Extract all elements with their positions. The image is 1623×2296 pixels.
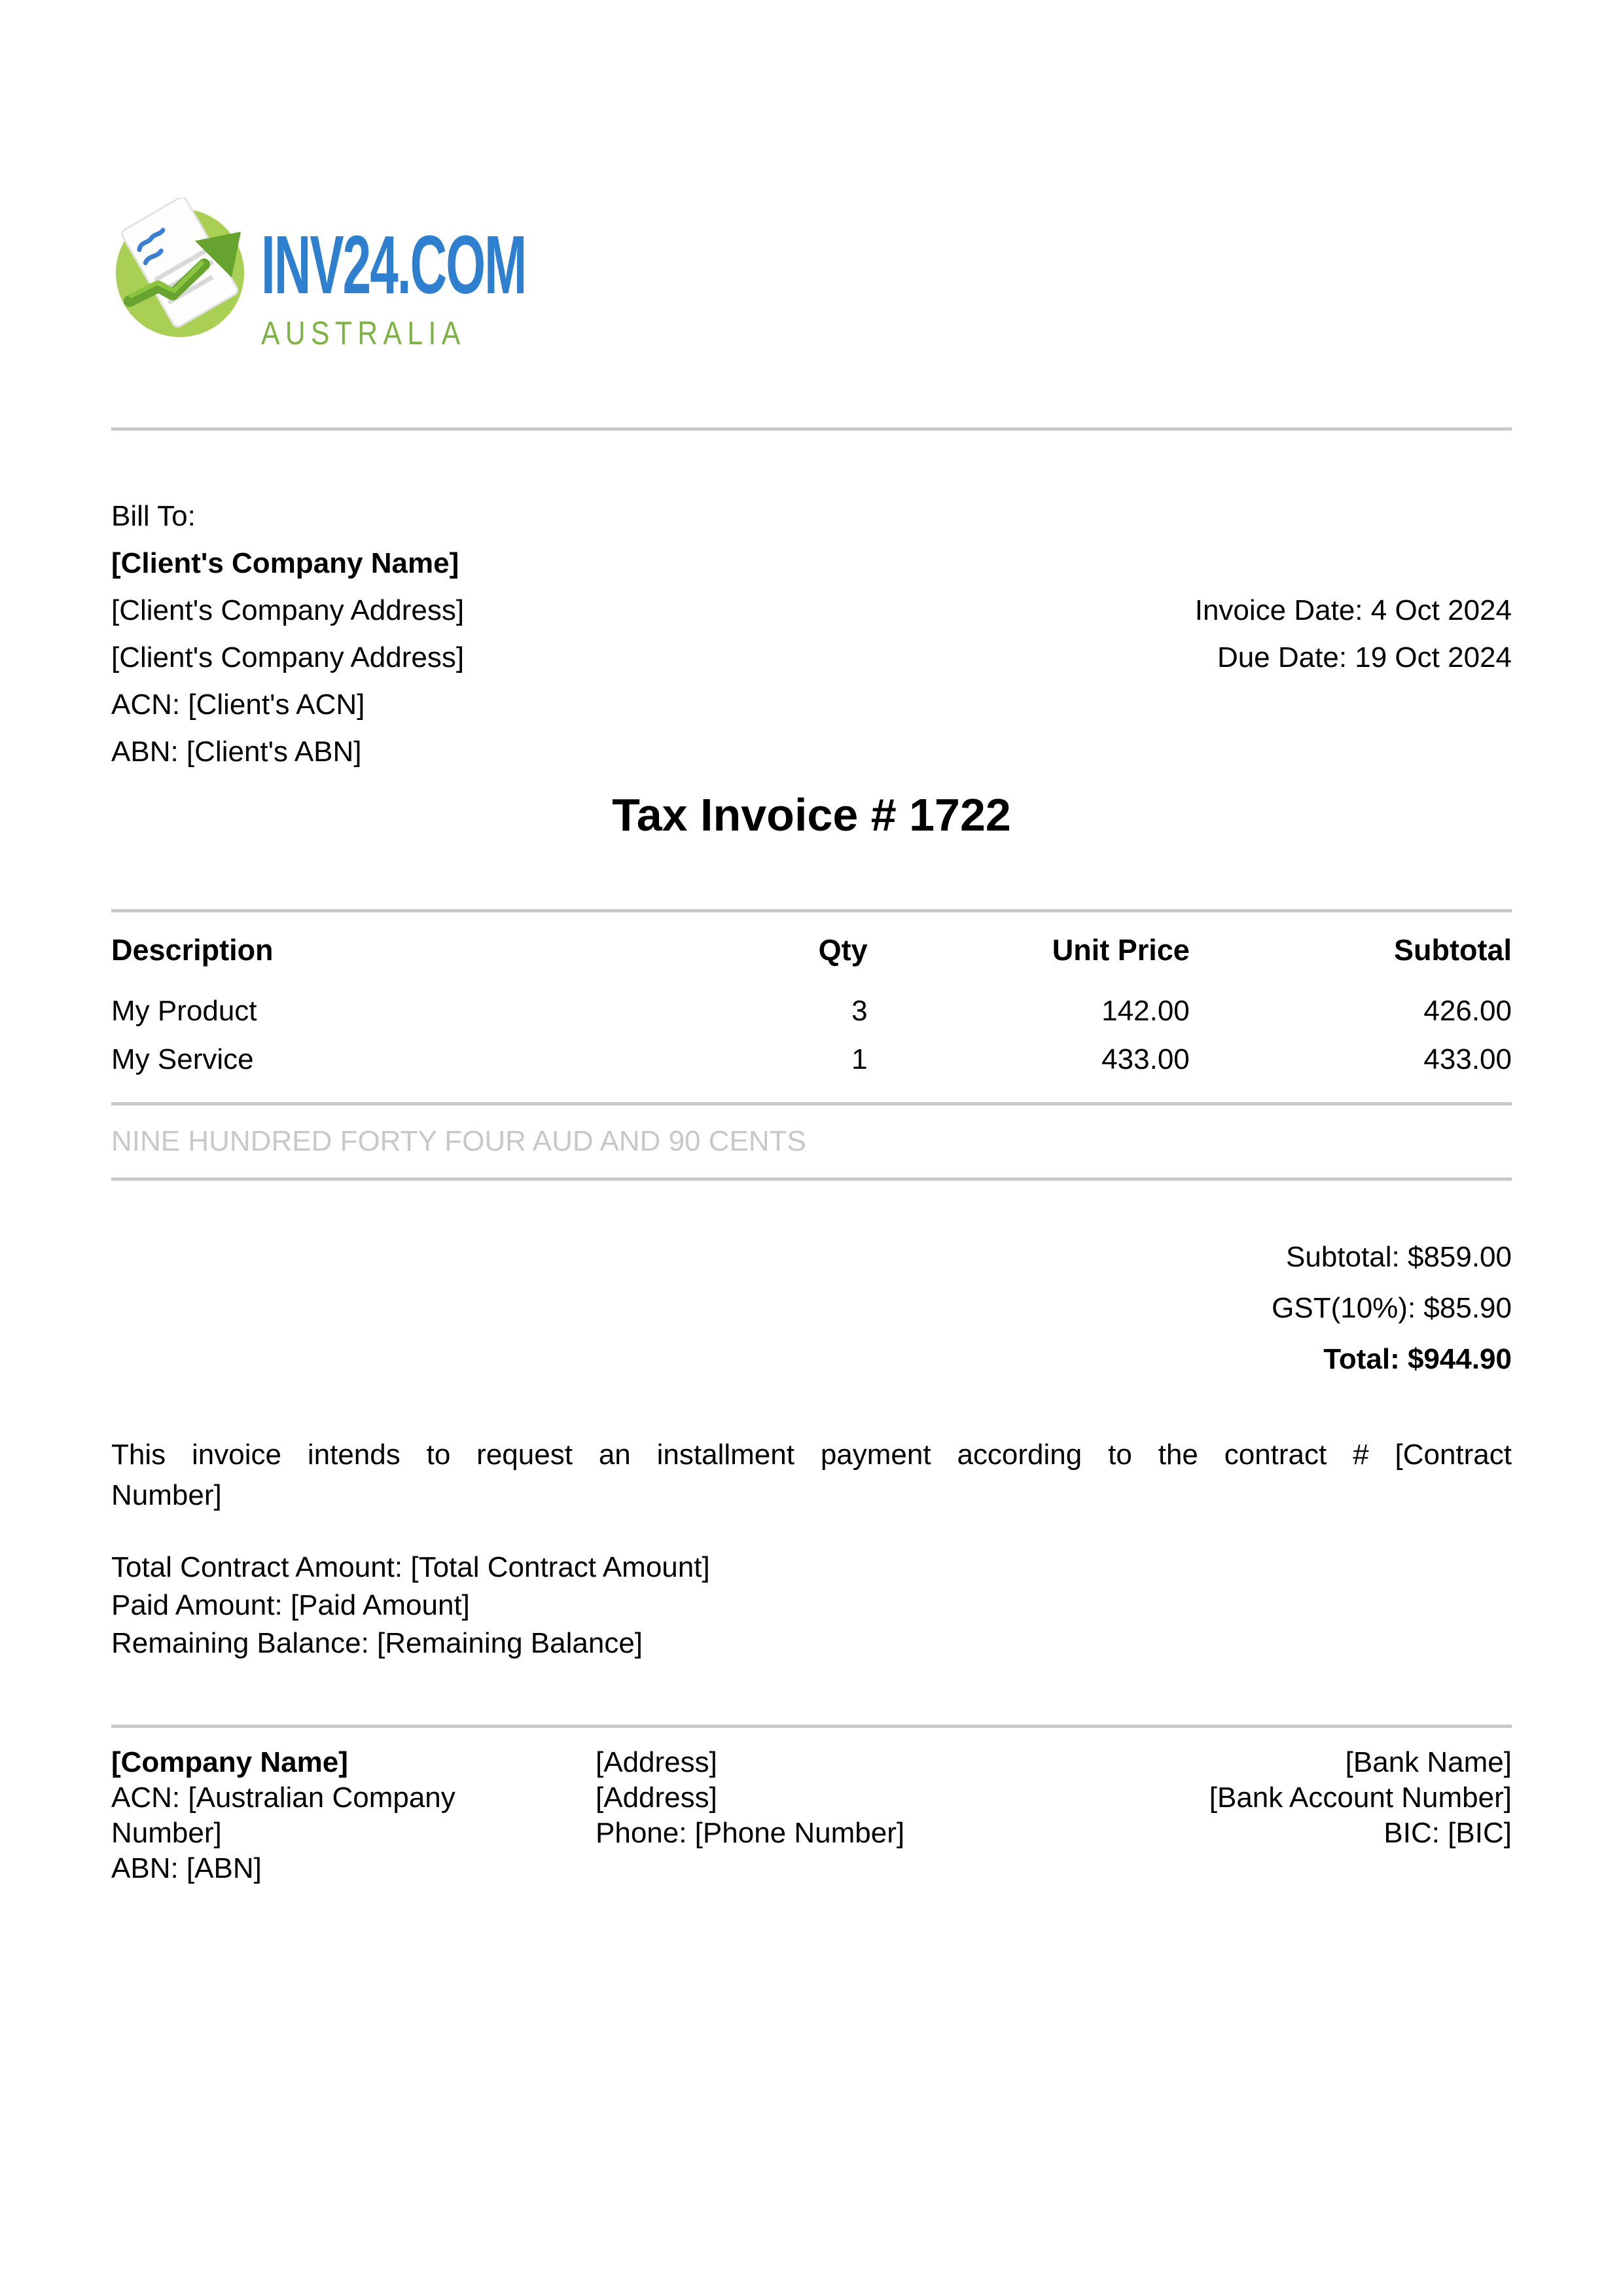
bank-bic: BIC: [BIC] <box>1383 1817 1512 1849</box>
page-title: Tax Invoice # 1722 <box>612 789 1011 840</box>
logo-region: AUSTRALIA <box>261 315 466 351</box>
header-unit-price: Unit Price <box>1052 933 1190 967</box>
company-address-line: [Address] <box>596 1746 717 1778</box>
footer <box>111 1745 1512 1886</box>
total-contract-amount: Total Contract Amount: [Total Contract Amount] <box>111 1551 710 1583</box>
item-description-cell: My Product <box>111 995 257 1027</box>
inv24-logo-icon <box>111 198 252 338</box>
bank-name: [Bank Name] <box>1345 1746 1512 1778</box>
bank-account-number: [Bank Account Number] <box>1209 1782 1512 1814</box>
total-line: Total: $944.90 <box>1323 1343 1512 1375</box>
inv24-logo-icon-svg <box>111 198 252 338</box>
item-unit-price-cell: 142.00 <box>1101 995 1190 1027</box>
divider <box>111 1177 1512 1181</box>
company-phone: Phone: [Phone Number] <box>596 1817 905 1849</box>
item-description-cell: My Service <box>111 1043 254 1075</box>
item-subtotal-cell: 433.00 <box>1423 1043 1512 1075</box>
divider <box>111 427 1512 431</box>
billing-section <box>111 493 1512 776</box>
divider <box>111 909 1512 912</box>
contract-note: This invoice intends to request an installment payment according to the contract # [Contract Number] <box>111 1439 1512 1511</box>
remaining-balance: Remaining Balance: [Remaining Balance] <box>111 1627 643 1659</box>
item-subtotal-cell: 426.00 <box>1423 995 1512 1027</box>
item-qty-cell: 3 <box>851 995 868 1027</box>
company-abn: ABN: [ABN] <box>111 1852 262 1884</box>
company-address-line: [Address] <box>596 1782 717 1814</box>
logo-brand-name: INV24.COM <box>261 219 526 311</box>
company-name: [Company Name] <box>111 1746 348 1778</box>
client-acn: ACN: [Client's ACN] <box>111 689 365 721</box>
items-table-header-row <box>111 929 1512 987</box>
bill-to-label: Bill To: <box>111 500 196 532</box>
footer-bank-block <box>1054 1745 1512 1886</box>
header-subtotal: Subtotal <box>1394 933 1512 967</box>
contract-amounts-block <box>111 1549 1512 1662</box>
table-row <box>111 987 1512 1035</box>
totals-block <box>111 1232 1512 1385</box>
dates-block <box>1195 587 1512 776</box>
divider <box>111 1725 1512 1728</box>
bill-to-block <box>111 493 464 776</box>
footer-contact-block <box>596 1745 1054 1886</box>
invoice-date: Invoice Date: 4 Oct 2024 <box>1194 594 1512 626</box>
logo <box>111 198 1512 351</box>
client-address-line: [Client's Company Address] <box>111 641 465 673</box>
header-qty: Qty <box>818 933 868 967</box>
items-table <box>111 929 1512 1084</box>
footer-company-block <box>111 1745 504 1886</box>
client-abn: ABN: [Client's ABN] <box>111 736 362 768</box>
client-address-line: [Client's Company Address] <box>111 594 465 626</box>
paid-amount: Paid Amount: [Paid Amount] <box>111 1589 470 1621</box>
gst-line: GST(10%): $85.90 <box>1272 1292 1512 1324</box>
logo-text <box>261 219 688 352</box>
item-qty-cell: 1 <box>851 1043 868 1075</box>
subtotal-line: Subtotal: $859.00 <box>1286 1241 1512 1273</box>
item-unit-price-cell: 433.00 <box>1101 1043 1190 1075</box>
amount-in-words: NINE HUNDRED FORTY FOUR AUD AND 90 CENTS <box>111 1125 806 1157</box>
company-acn: ACN: [Australian Company Number] <box>111 1782 455 1849</box>
due-date: Due Date: 19 Oct 2024 <box>1217 641 1512 673</box>
client-company-name: [Client's Company Name] <box>111 547 459 579</box>
header-description: Description <box>111 933 274 967</box>
table-row <box>111 1035 1512 1084</box>
